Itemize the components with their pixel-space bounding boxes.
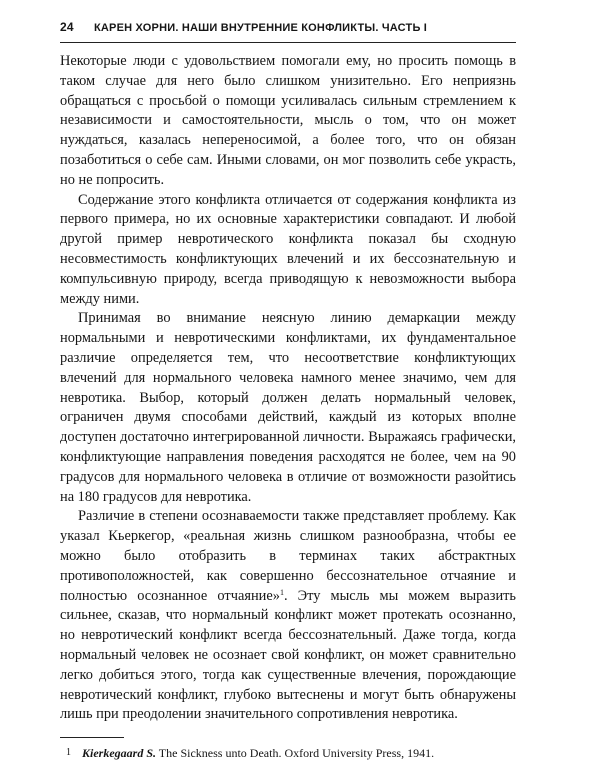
footnote-author: Kierkegaard S. bbox=[82, 746, 157, 761]
running-title: КАРЕН ХОРНИ. НАШИ ВНУТРЕННИЕ КОНФЛИКТЫ. ЧАСТЬ I bbox=[94, 22, 428, 34]
running-head bbox=[60, 20, 516, 40]
paragraph-4-end: . Эту мысль мы можем выразить сильнее, сказав, что нормальный конфликт может протекать осознанно, но невротический конфликт всегда бессознательный. Даже тогда, когда нормальный человек не осознает свой конфликт, он может сравнительно легко добиться этого, тогда как существенные влечения, порождающие невротический конфликт, глубоко вытеснены и могут быть обнаружены лишь при преодолении значительного сопротивления невротика. bbox=[60, 587, 516, 723]
body-text bbox=[60, 52, 516, 725]
header-rule bbox=[60, 42, 516, 43]
page-number: 24 bbox=[60, 20, 74, 34]
footnote bbox=[60, 746, 516, 761]
paragraph-4 bbox=[60, 507, 516, 725]
paragraph-3: Принимая во внимание неясную линию демаркации между нормальными и невротическими конфликтами, их фундаментальное различие определяется тем, что несоответствие конфликтующих влечений для нормального человека намного менее значимо, чем для невротика. Выбор, который должен делать нормальный человек, ограничен двумя способами действий, каждый из которых вполне доступен достаточно интегрированной личности. Выражаясь графически, конфликтующие направления поведения расходятся не более, чем на 90 градусов для нормального человека в отличие от возможности разойтись на 180 градусов для невротика. bbox=[60, 310, 516, 505]
footnote-citation: The Sickness unto Death. Oxford University Press, 1941. bbox=[156, 746, 435, 761]
paragraph-4-start: Различие в степени осознаваемости также представляет проблему. Как указал Кьеркегор, «реальная жизнь слишком разнообразна, чтобы ее можно было отобразить в терминах таких абстрактных противоположностей, как совершенно бессознательное отчаяние и полностью осознанное отчаяние» bbox=[60, 508, 516, 604]
footnote-mark: 1 bbox=[66, 747, 71, 759]
paragraph-1: Некоторые люди с удовольствием помогали ему, но просить помощь в таком случае для него было слишком унизительно. Его неприязнь обращаться с просьбой о помощи усиливалась сильным стремлением к независимости и самостоятельности, мысль о том, что он может нуждаться, казалась непереносимой, а более того, что он обязан позаботиться о себе сам. Иными словами, он мог позволить себе украсть, но не попросить. bbox=[60, 53, 516, 188]
footnote-reference: 1 bbox=[279, 587, 284, 597]
footnote-rule bbox=[60, 737, 124, 738]
book-page bbox=[60, 20, 516, 761]
paragraph-2: Содержание этого конфликта отличается от содержания конфликта из первого примера, но их основные характеристики совпадают. И любой другой пример невротического конфликта показал бы сходную несовместимость конфликтующих влечений и их бессознательную и компульсивную природу, всегда приводящую к невозможности выбора между ними. bbox=[60, 191, 516, 307]
